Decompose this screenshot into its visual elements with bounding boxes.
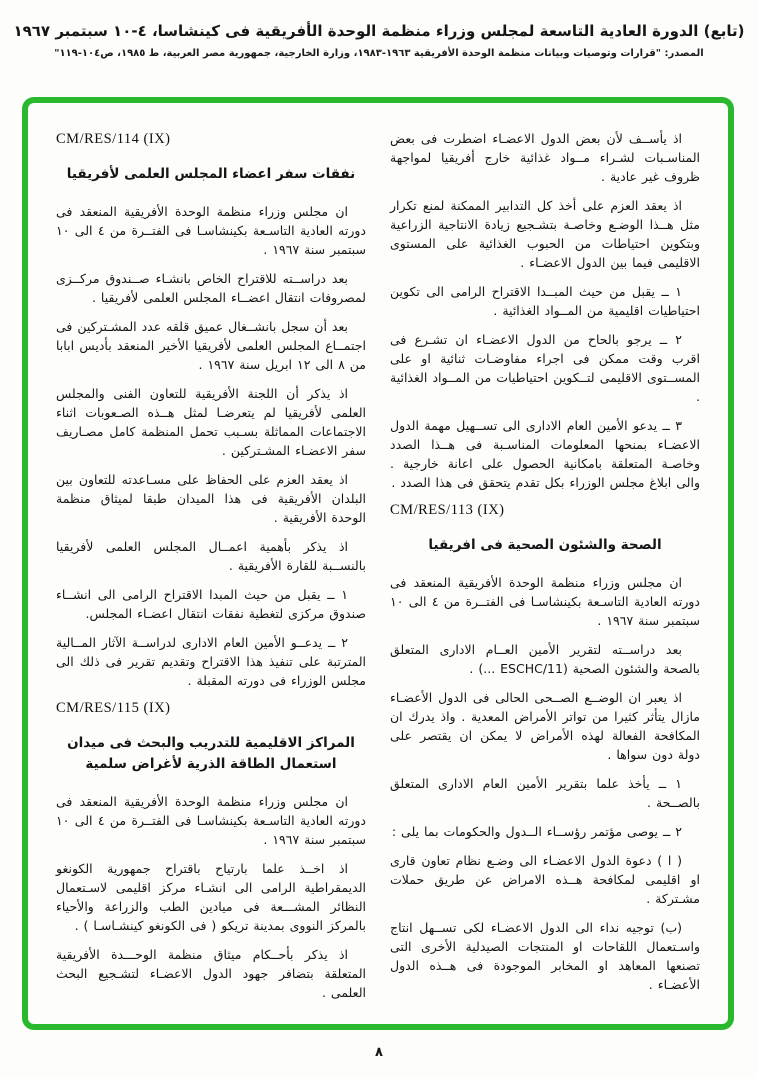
paragraph: بعد دراســته لتقرير الأمين العــام الادارى المتعلق بالصحة والشئون الصحية (ESCHC/11 ...) . <box>390 641 700 676</box>
paragraph: اذ يذكر بأهمية اعمــال المجلس العلمى لأفريقيا بالنســبة للقارة الأفريقية . <box>56 538 366 573</box>
paragraph: ٢ ــ يدعــو الأمين العام الادارى لدراســة الآثار المــالية المترتبة على تنفيذ هذا الاقتراح وتقديم تقرير فى ذلك الى مجلس الوزراء فى دورته المقبلة . <box>56 634 366 688</box>
paragraph: اذ اخــذ علما بارتياح باقتراح جمهورية الكونغو الديمقراطية الرامى الى انشـاء مركز اقليمى لاسـتعمال النظائر المشـــعة فى ميادين الطب والزراعة والأحياء بالمركز النووى بمدينة تريكو ( فى الكونغو كينشـاسـا ) . <box>56 860 366 933</box>
resolution-number: CM/RES/114 (IX) <box>56 131 171 147</box>
paragraph: (ب) توجيه نداء الى الدول الاعضـاء لكى تســهل انتاج واسـتعمال اللقاحات او المنتجات الصيدلية الأخرى التى تصنعها المعاهد او المخابر الموجودة فى هــذه الدول الأعضـاء . <box>390 919 700 992</box>
paragraph: اذ يعقد العزم على الحفاظ على مسـاعدته للتعاون بين البلدان الأفريقية فى هذا الميدان طبقا لميثاق منظمة الوحدة الأفريقية . <box>56 471 366 525</box>
column-right <box>390 129 700 1008</box>
resolution-title: نفقات سفر اعضاء المجلس العلمى لأفريقيا <box>66 166 356 182</box>
paragraph: اذ يعبر ان الوضــع الصــحى الحالى فى الدول الأعضـاء مازال يتأثر كثيرا من تواتر الأمراض المعدية . واذ يدرك ان المكافحة الفعالة لهذه الأمراض لا يمكن ان يقتصر على دولة دون سواها . <box>390 689 700 762</box>
page-header <box>0 0 758 59</box>
paragraph: ان مجلس وزراء منظمة الوحدة الأفريقية المنعقد فى دورته العادية التاسـعة بكينشاسـا فى الفتــرة من ٤ الى ١٠ سبتمبر سنة ١٩٦٧ . <box>390 574 700 628</box>
content-frame <box>22 97 734 1030</box>
paragraph: ان مجلس وزراء منظمة الوحدة الأفريقية المنعقد فى دورته العادية التاسـعة بكينشاسـا فى الفتــرة من ٤ الى ١٠ سبتمبر سنة ١٩٦٧ . <box>56 793 366 847</box>
paragraph: ٣ ــ يدعو الأمين العام الادارى الى تســهيل مهمة الدول الاعضـاء بمنحها المعلومات المناسـبة فى هــذا الصدد وخاصـة المتعلقة بامكانية الحصول على اعانة خارجية . والى ابلاغ مجلس الوزراء بكل تقدم يتحقق فى هذا الصدد . <box>390 418 700 490</box>
paragraph: اذ يذكر أن اللجنة الأفريقية للتعاون الفنى والمجلس العلمى لأفريقيا لم يتعرضـا لمثل هــذه الصـعوبات اثناء الاجتماعات المماثلة بسـبب تحمل المنظمة كامل مصـاريف سفر الاعضـاء المشـتركين . <box>56 385 366 458</box>
resolution-number: CM/RES/115 (IX) <box>56 699 171 716</box>
paragraph: اذ يذكر بأحــكام ميثاق منظمة الوحـــدة الأفريقية المتعلقة بتضافر جهود الدول الاعضـاء لتشـجيع البحث العلمى . <box>56 946 366 1000</box>
paragraph: بعد دراســته للاقتراح الخاص بانشـاء صــندوق مركــزى لمصروفات انتقال اعضــاء المجلس العلمى لأفريقيا . <box>56 270 366 305</box>
page-header-title: (تابع) الدورة العادية التاسعة لمجلس وزراء منظمة الوحدة الأفريقية فى كينشاسا، ٤-١٠ سبتمبر ١٩٦٧ <box>13 22 745 40</box>
paragraph: ان مجلس وزراء منظمة الوحدة الأفريقية المنعقد فى دورته العادية التاسـعة بكينشاسـا فى الفتــرة من ٤ الى ١٠ سبتمبر سنة ١٩٦٧ . <box>56 203 366 257</box>
resolution-title: الصحة والشئون الصحية فى افريقيا <box>428 537 662 553</box>
source-line: المصدر: "قرارات وتوصيات وبيانات منظمة الوحدة الأفريقية ١٩٦٣-١٩٨٣، وزارة الخارجية، جمهورية مصر العربية، ط ١٩٨٥، ص١٠٤-١١٩" <box>54 48 704 59</box>
resolution-title: المراكز الاقليمية للتدريب والبحث فى ميدان استعمال الطاقة الذرية لأغراض سلمية <box>67 734 355 773</box>
paragraph: ٢ ــ يرجو بالحاح من الدول الاعضـاء ان تشـرع فى اقرب وقت ممكن فى اجراء مفاوضـات ثنائية او على المســتوى الاقليمى لتــكوين احتياطيات من المــواد الغذائية . <box>390 332 700 404</box>
column-left <box>56 129 366 1008</box>
paragraph: ١ ــ يقبل من حيث المبدا الاقتراح الرامى الى انشــاء صندوق مركزى لتغطية نفقات انتقال اعضـاء المجلس. <box>56 586 366 621</box>
paragraph: اذ يأســف لأن بعض الدول الاعضـاء اضطرت فى بعض المناسـبات لشـراء مــواد غذائية خارج أفريقيا لمواجهة ظروف غير عادية . <box>390 131 700 184</box>
paragraph: بعد أن سجل بانشــغال عميق قلقه عدد المشـتركين فى اجتمــاع المجلس العلمى لأفريقيا الأخير المنعقد بأديس ابابا من ٨ الى ١٢ ابريل سنة ١٩٦٧ . <box>56 318 366 372</box>
paragraph: ٢ ــ يوصى مؤتمر رؤســاء الــدول والحكومات بما يلى : <box>391 823 682 839</box>
columns <box>56 129 700 1008</box>
paragraph: ١ ــ يأخذ علما بتقرير الأمين العام الادارى المتعلق بالصــحة . <box>390 775 700 810</box>
paragraph: ١ ــ يقبل من حيث المبــدا الاقتراح الرامى الى تكوين احتياطيات اقليمية من المــواد الغذائية . <box>390 284 700 318</box>
paragraph: اذ يعقد العزم على أخذ كل التدابير الممكنة لمنع تكرار مثل هــذا الوضـع وخاصـة بتشـجيع زيادة الانتاجية الزراعية وبتكوين احتياطات من الحبوب الغذائية على المستوى الاقليمى فيما بين الدول الاعضـاء . <box>390 198 700 270</box>
page-number: ٨ <box>375 1045 383 1060</box>
paragraph: ( ا ) دعوة الدول الاعضـاء الى وضـع نظام تعاون قارى او اقليمى لمكافحة هــذه الامراض عن طريق حملات مشـتركة . <box>390 852 700 906</box>
resolution-number: CM/RES/113 (IX) <box>390 502 505 518</box>
